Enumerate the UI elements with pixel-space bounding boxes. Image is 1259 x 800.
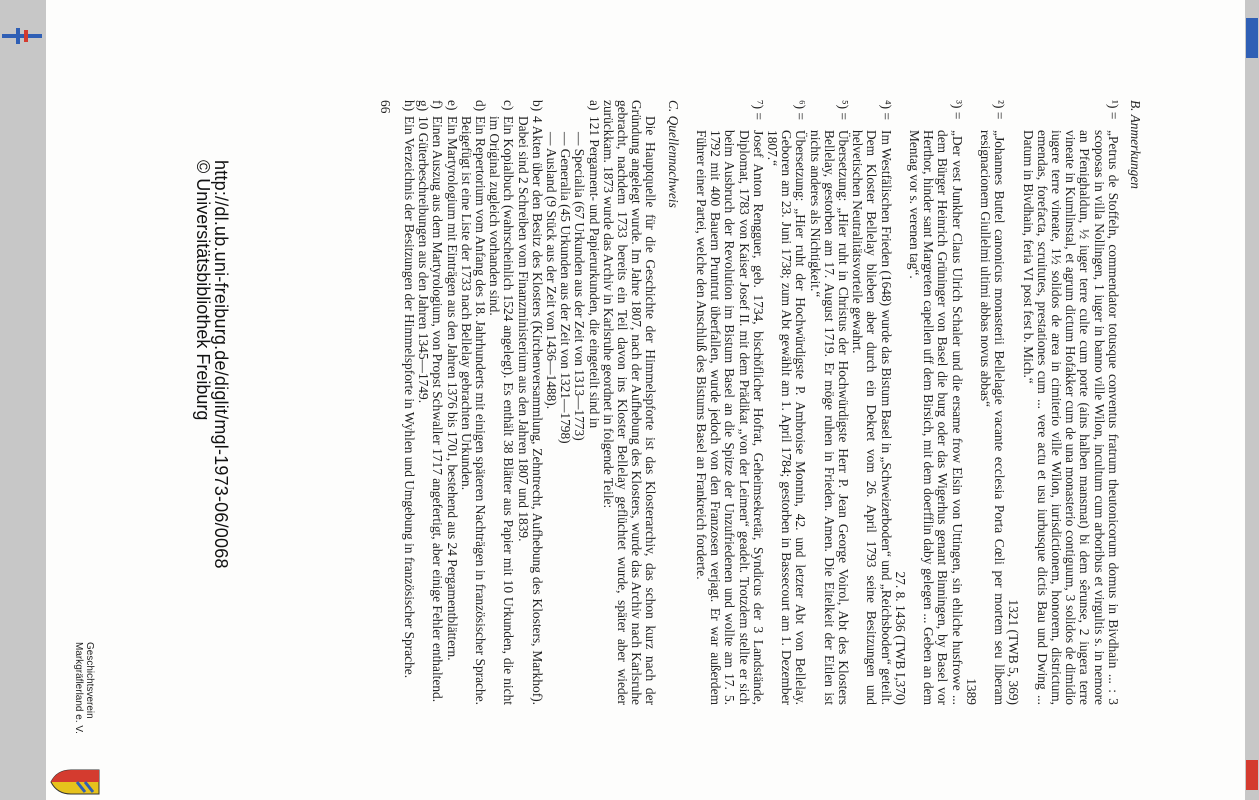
- source-url[interactable]: http://dl.ub.uni-freiburg.de/diglit/mgl-1973-06/0068: [211, 160, 231, 569]
- source-item: [402, 100, 416, 705]
- right-viewer-gutter: [1245, 0, 1259, 800]
- footnote-1: [1006, 100, 1120, 705]
- footnote-text: [850, 130, 893, 705]
- source-item-text: Ein Martyrologium mit Einträgen aus den Jahren 1376 bis 1701, bestehend aus 24 Pergamentblättern.: [444, 116, 460, 661]
- footnote-marker: ¹) =: [1105, 100, 1121, 120]
- source-item-marker: h): [402, 100, 418, 112]
- source-item-text-wrap: [444, 116, 458, 705]
- source-list: [402, 100, 601, 705]
- source-item-marker: g): [416, 100, 432, 112]
- footnote-reference: 1389: [963, 678, 979, 705]
- source-item-text-wrap: [459, 116, 487, 705]
- right-edge-seal-icon: [1246, 760, 1258, 790]
- source-item-text: Ein Repertorium vom Anfang des 18. Jahrhunderts mit einigen späteren Nachträgen in französischer Sprache. Beigefügt ist eine Liste der 1733 nach Bellelay gebrachten Urkunden.: [458, 116, 489, 705]
- footnote-text: [893, 130, 964, 705]
- source-item-text-wrap: [487, 116, 515, 705]
- notes-list: [694, 100, 1120, 705]
- footnote-marker: ⁶) =: [793, 100, 809, 121]
- source-item: [544, 100, 601, 705]
- flag-icon: [2, 28, 42, 44]
- source-item-text: 10 Güterbeschreibungen aus den Jahren 1345—1749.: [416, 116, 432, 404]
- footnote-marker: ²) =: [992, 100, 1008, 120]
- source-item-text: Einen Auszug aus dem Martyrologium, von Propst Schwaller 1717 angefertigt, aber einige Fehler enthaltend.: [430, 116, 446, 703]
- footnote-reference: 27. 8. 1436 (TWB I,370): [892, 571, 908, 705]
- footnote-body: Im Westfälischen Frieden (1648) wurde das Bistum Basel in „Schweizerboden“ und „Reichsboden“ geteilt. Dem Kloster Bellelay blieben aber durch ein Dekret vom 26. April 1793 seine Besitzungen und helvetischen Neutralitätsvorteile gewahrt.: [850, 130, 894, 705]
- page-number: 66: [377, 100, 393, 114]
- coat-of-arms-icon: [46, 690, 105, 800]
- source-item-text-wrap: [402, 116, 416, 705]
- source-item-text: 121 Pergament- und Papierurkunden, die eingeteilt sind in: [586, 116, 602, 429]
- source-item-marker: e): [444, 100, 460, 111]
- source-item: [416, 100, 430, 705]
- publisher-label: Geschichtsverein Markgräflerland e. V.: [73, 642, 95, 734]
- source-item: [444, 100, 458, 705]
- footnote-2: [964, 100, 1007, 705]
- source-item: [487, 100, 515, 705]
- footnote-3: [893, 100, 964, 705]
- source-item-text-wrap: [515, 116, 543, 705]
- right-edge-flag-icon: [1246, 18, 1258, 58]
- source-item-text: 4 Akten über den Besitz des Klosters (Kirchenversammlung, Zehntrecht, Aufhebung des Klosters, Markhof). Dabei sind 2 Schreiben vom Finanzministerium aus den Jahren 1807 und 1839.: [515, 116, 545, 705]
- source-item-text-wrap: [544, 116, 601, 705]
- footnote-text: [1006, 130, 1120, 705]
- footnote-marker: ⁴) =: [878, 100, 894, 121]
- footnote-text: [694, 130, 765, 705]
- source-subitem: — Ausland (9 Stück aus der Zeit von 1436—1488).: [544, 132, 560, 410]
- footnote-marker: ⁷) =: [750, 100, 766, 121]
- footnote-body: „Der vest Junkher Claus Ulrich Schaler und die ersame frow Elsin von Uttingen, sin ehliche husfrowe ... dem Bürger Heinrich Grüninger von Basel die burg oder das Wigerhus genant Binningen, by Basel vor Herthor, hinder sant Margreten capellen uff dem Birsich, mit dem doerfflin daby gelegen ... Geben an dem Mentag vor s. verenen tag“.: [906, 130, 965, 705]
- intro-paragraph: Die Hauptquelle für die Geschichte der Himmelspforte ist das Klosterarchiv, das schon kurz nach der Gründung angelegt wurde. Im Jahre 1807, nach der Aufhebung des Klosters, wurde das Archiv nach Karlsruhe gebracht, nachdem 1733 bereits ein Teil davon ins Kloster Bellelay geflüchtet wurde, später aber wieder zurückkam. 1873 wurde das Archiv in Karlsruhe geordnet in folgende Teile:: [600, 100, 659, 705]
- footnote-text: [807, 130, 850, 705]
- page-text-column: [378, 100, 1146, 705]
- source-item-marker: f): [430, 100, 446, 109]
- source-item: [515, 100, 543, 705]
- footnote-body: „Johannes Buttel canonicus monasterii Bellelagie vacante ecclesia Porta Cœli per mortem seu liberam resignacionem Giullelmi ultimi abbas novus abbas“: [977, 130, 1008, 705]
- source-item-marker: a): [586, 100, 602, 111]
- footnote-body: Übersetzung: „Hier ruht in Christus der Hochwürdigste Herr P. Jean George Voirol, Abt des Klosters Bellelay, gestorben am 17. August 1719. Er möge ruhen in Frieden. Amen. Die Eitelkeit der Eitlen ist nichts anderes als Nichtigkeit.“: [807, 130, 851, 705]
- section-heading-b: B. Anmerkungen: [1128, 100, 1143, 190]
- copyright-line: © Universitätsbibliothek Freiburg: [193, 160, 213, 421]
- source-item-marker: d): [473, 100, 489, 112]
- scanned-page: [46, 0, 1245, 800]
- source-item: [459, 100, 487, 705]
- source-item-text-wrap: [416, 116, 430, 705]
- footnote-body: „Petrus de Stoffeln, commendator totusque conventus fratrum theutonicorum domus in Bivdhain ... : 3 scoposas in villa Nollingen, 1 iuger in banno ville Wilon, incultum cum arboribus et virgultis s. in nemore an Pfenighaldun, ½ iuger terre culte cum porte (ains halben mansmat) bi dem sêrunse, 2 iugera terre vineate in Kumlinstal, et agrum dictum Hofakker cum de una monasterio contiguum, 3 solidos de dimidio iugere terre vineate, 1½ solidos de area in cimiterio ville Wilon, iurisdictionem, honorem, districtum, emendas, forefacta, scruitutes, prestationes cum ... vere actu et usu iurbusque dictis Bau und Dwing ... Datum in Bivdhain, feria VI post fest b. Mich.“: [1020, 130, 1121, 705]
- footnote-body: Josef Anton Rengguer, geb. 1734, bischöflicher Hofrat, Geheimsekretär, Syndicus der 3 Landstände, Diplomat, 1783 von Kaiser Josef II. mit dem Prädikat „von der Leimen“ geadelt. Trotzdem stellte er sich beim Ausbruch der Revolution im Bistum Basel an die Spitze der Unzufriedenen und wollte am 17. 5. 1792 mit 400 Bauern Pruntrut überfallen, wurde jedoch von den Franzosen verjagt. Er war außerdem Führer einer Partei, welche den Anschluß des Bistums Basel an Frankreich forderte.: [693, 130, 766, 705]
- source-subitem: — Specialia (67 Urkunden aus der Zeit von 1313—1773): [572, 132, 588, 441]
- source-item: [430, 100, 444, 705]
- footnote-text: [765, 130, 808, 705]
- footnote-marker: ⁵) =: [835, 100, 851, 121]
- source-item-marker: c): [501, 100, 517, 111]
- section-heading-c: C. Quellennachweis: [665, 100, 681, 208]
- footnote-5: [807, 100, 850, 705]
- footnote-6: [765, 100, 808, 705]
- source-item-text-wrap: [430, 116, 444, 705]
- footnote-7: [694, 100, 765, 705]
- source-item-marker: b): [529, 100, 545, 112]
- source-subitem: — Generalia (45 Urkunden aus der Zeit von 1321—1798): [558, 132, 574, 444]
- footnote-marker: ³) =: [949, 100, 965, 120]
- footnote-text: [964, 130, 1007, 705]
- footnote-reference: 1321 (TWB 5, 369): [1006, 599, 1022, 705]
- footnote-4: [850, 100, 893, 705]
- source-item-text: Ein Kopialbuch (wahrscheinlich 1524 angelegt). Es enthält 38 Blätter aus Papier mit 10 Urkunden, die nicht im Original zugleich vorhanden sind.: [487, 116, 517, 705]
- rotated-page-content: [46, 0, 1245, 800]
- left-viewer-gutter: [0, 0, 46, 800]
- source-item-text: Ein Verzeichnis der Besitzungen der Himmelspforte in Wyhlen und Umgebung in französischer Sprache.: [402, 116, 418, 679]
- footnote-body: Übersetzung: „Hier ruht der Hochwürdigste P. Ambroise Monnin, 42. und letzter Abt von Bellelay. Geboren am 23. Juni 1738; zum Abt gewählt am 1. April 1784; gestorben in Bassecourt am 1. Dezember 1807.“: [764, 130, 809, 705]
